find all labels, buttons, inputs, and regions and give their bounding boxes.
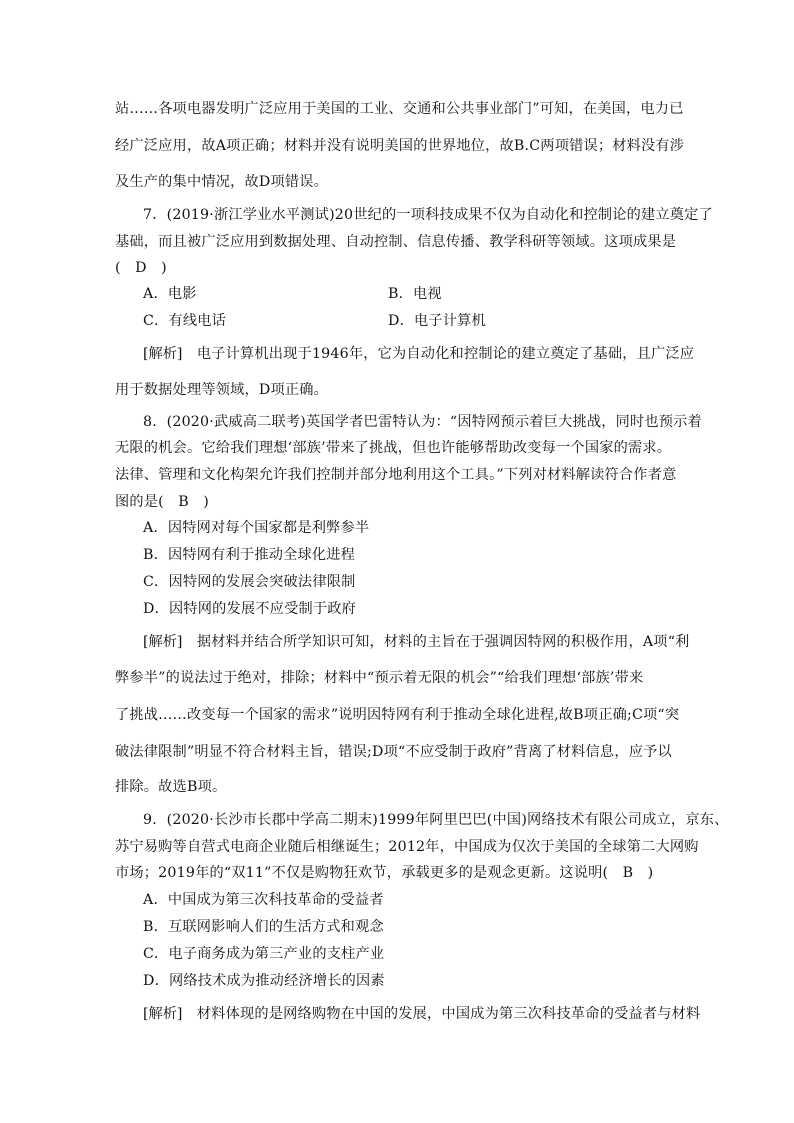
question-9-stem: 苏宁易购等自营式电商企业随后相继诞生；2012年，中国成为仅次于美国的全球第二大网购 [115, 839, 699, 855]
option-a: A．电影 [143, 286, 197, 302]
question-7-stem: 基础，而且被广泛应用到数据处理、自动控制、信息传播、教学科研等领域。这项成果是 [115, 234, 677, 250]
analysis-label: [解析] [143, 634, 183, 650]
question-7-analysis: 用于数据处理等领域，D项正确。 [115, 382, 329, 398]
question-8-stem: 无限的机会。它给我们理想‘部族’带来了挑战，但也许能够帮助改变每一个国家的需求。 [115, 440, 672, 456]
option-d: D．因特网的发展不应受制于政府 [143, 601, 357, 617]
question-8-analysis: 弊参半”的说法过于绝对，排除；材料中“预示着无限的机会”“给我们理想‘部族’带来 [115, 670, 644, 686]
question-8-analysis: 排除。故选B项。 [115, 779, 227, 795]
option-a: A．因特网对每个国家都是利弊参半 [143, 520, 370, 536]
analysis-label: [解析] [143, 1006, 183, 1022]
option-d: D．网络技术成为推动经济增长的因素 [143, 973, 385, 989]
option-c: C．因特网的发展会突破法律限制 [143, 574, 356, 590]
question-7-analysis [143, 344, 713, 364]
option-a: A．中国成为第三次科技革命的受益者 [143, 892, 384, 908]
question-8-stem: 8．(2020·武威高二联考)英国学者巴雷特认为：“因特网预示着巨大挑战，同时也预示着 [143, 414, 702, 430]
question-8-answer: 图的是( B ) [115, 494, 210, 510]
question-9-stem: 9．(2020·长沙市长郡中学高二期末)1999年阿里巴巴(中国)网络技术有限公司成立，京东、 [143, 812, 729, 828]
option-b: B．互联网影响人们的生活方式和观念 [143, 919, 384, 935]
question-8-analysis [143, 632, 713, 652]
option-b: B．因特网有利于推动全球化进程 [143, 547, 356, 563]
question-9-analysis [143, 1004, 713, 1024]
option-d: D．电子计算机 [388, 313, 486, 329]
question-8-analysis: 破法律限制”明显不符合材料主旨，错误;D项“不应受制于政府”背离了材料信息，应予以 [115, 744, 672, 760]
analysis-text: 电子计算机出现于1946年，它为自动化和控制论的建立奠定了基础，且广泛应 [182, 346, 695, 362]
analysis-text: 据材料并结合所学知识可知，材料的主旨在于强调因特网的积极作用，A项“利 [182, 634, 690, 650]
analysis-continuation-line: 经广泛应用，故A项正确；材料并没有说明美国的世界地位，故B.C两项错误；材料没有涉 [115, 138, 685, 154]
option-b: B．电视 [388, 286, 442, 302]
question-7-stem: 7．(2019·浙江学业水平测试)20世纪的一项科技成果不仅为自动化和控制论的建立奠定了 [143, 207, 713, 223]
analysis-continuation-line: 及生产的集中情况，故D项错误。 [115, 174, 329, 190]
option-c: C．电子商务成为第三产业的支柱产业 [143, 946, 385, 962]
question-9-stem: 市场；2019年的“双11”不仅是购物狂欢节，承载更多的是观念更新。这说明( B ) [115, 865, 654, 881]
question-8-stem: 法律、管理和文化构架允许我们控制并部分地利用这个工具。”下列对材料解读符合作者意 [115, 467, 677, 483]
question-7-answer: ( D ) [115, 260, 167, 276]
analysis-continuation-line: 站……各项电器发明广泛应用于美国的工业、交通和公共事业部门”可知，在美国，电力已 [115, 101, 684, 117]
option-c: C．有线电话 [143, 313, 226, 329]
analysis-label: [解析] [143, 346, 183, 362]
question-8-analysis: 了挑战……改变每一个国家的需求”说明因特网有利于推动全球化进程,故B项正确;C项“突 [115, 707, 680, 723]
analysis-text: 材料体现的是网络购物在中国的发展，中国成为第三次科技革命的受益者与材料 [182, 1006, 701, 1022]
